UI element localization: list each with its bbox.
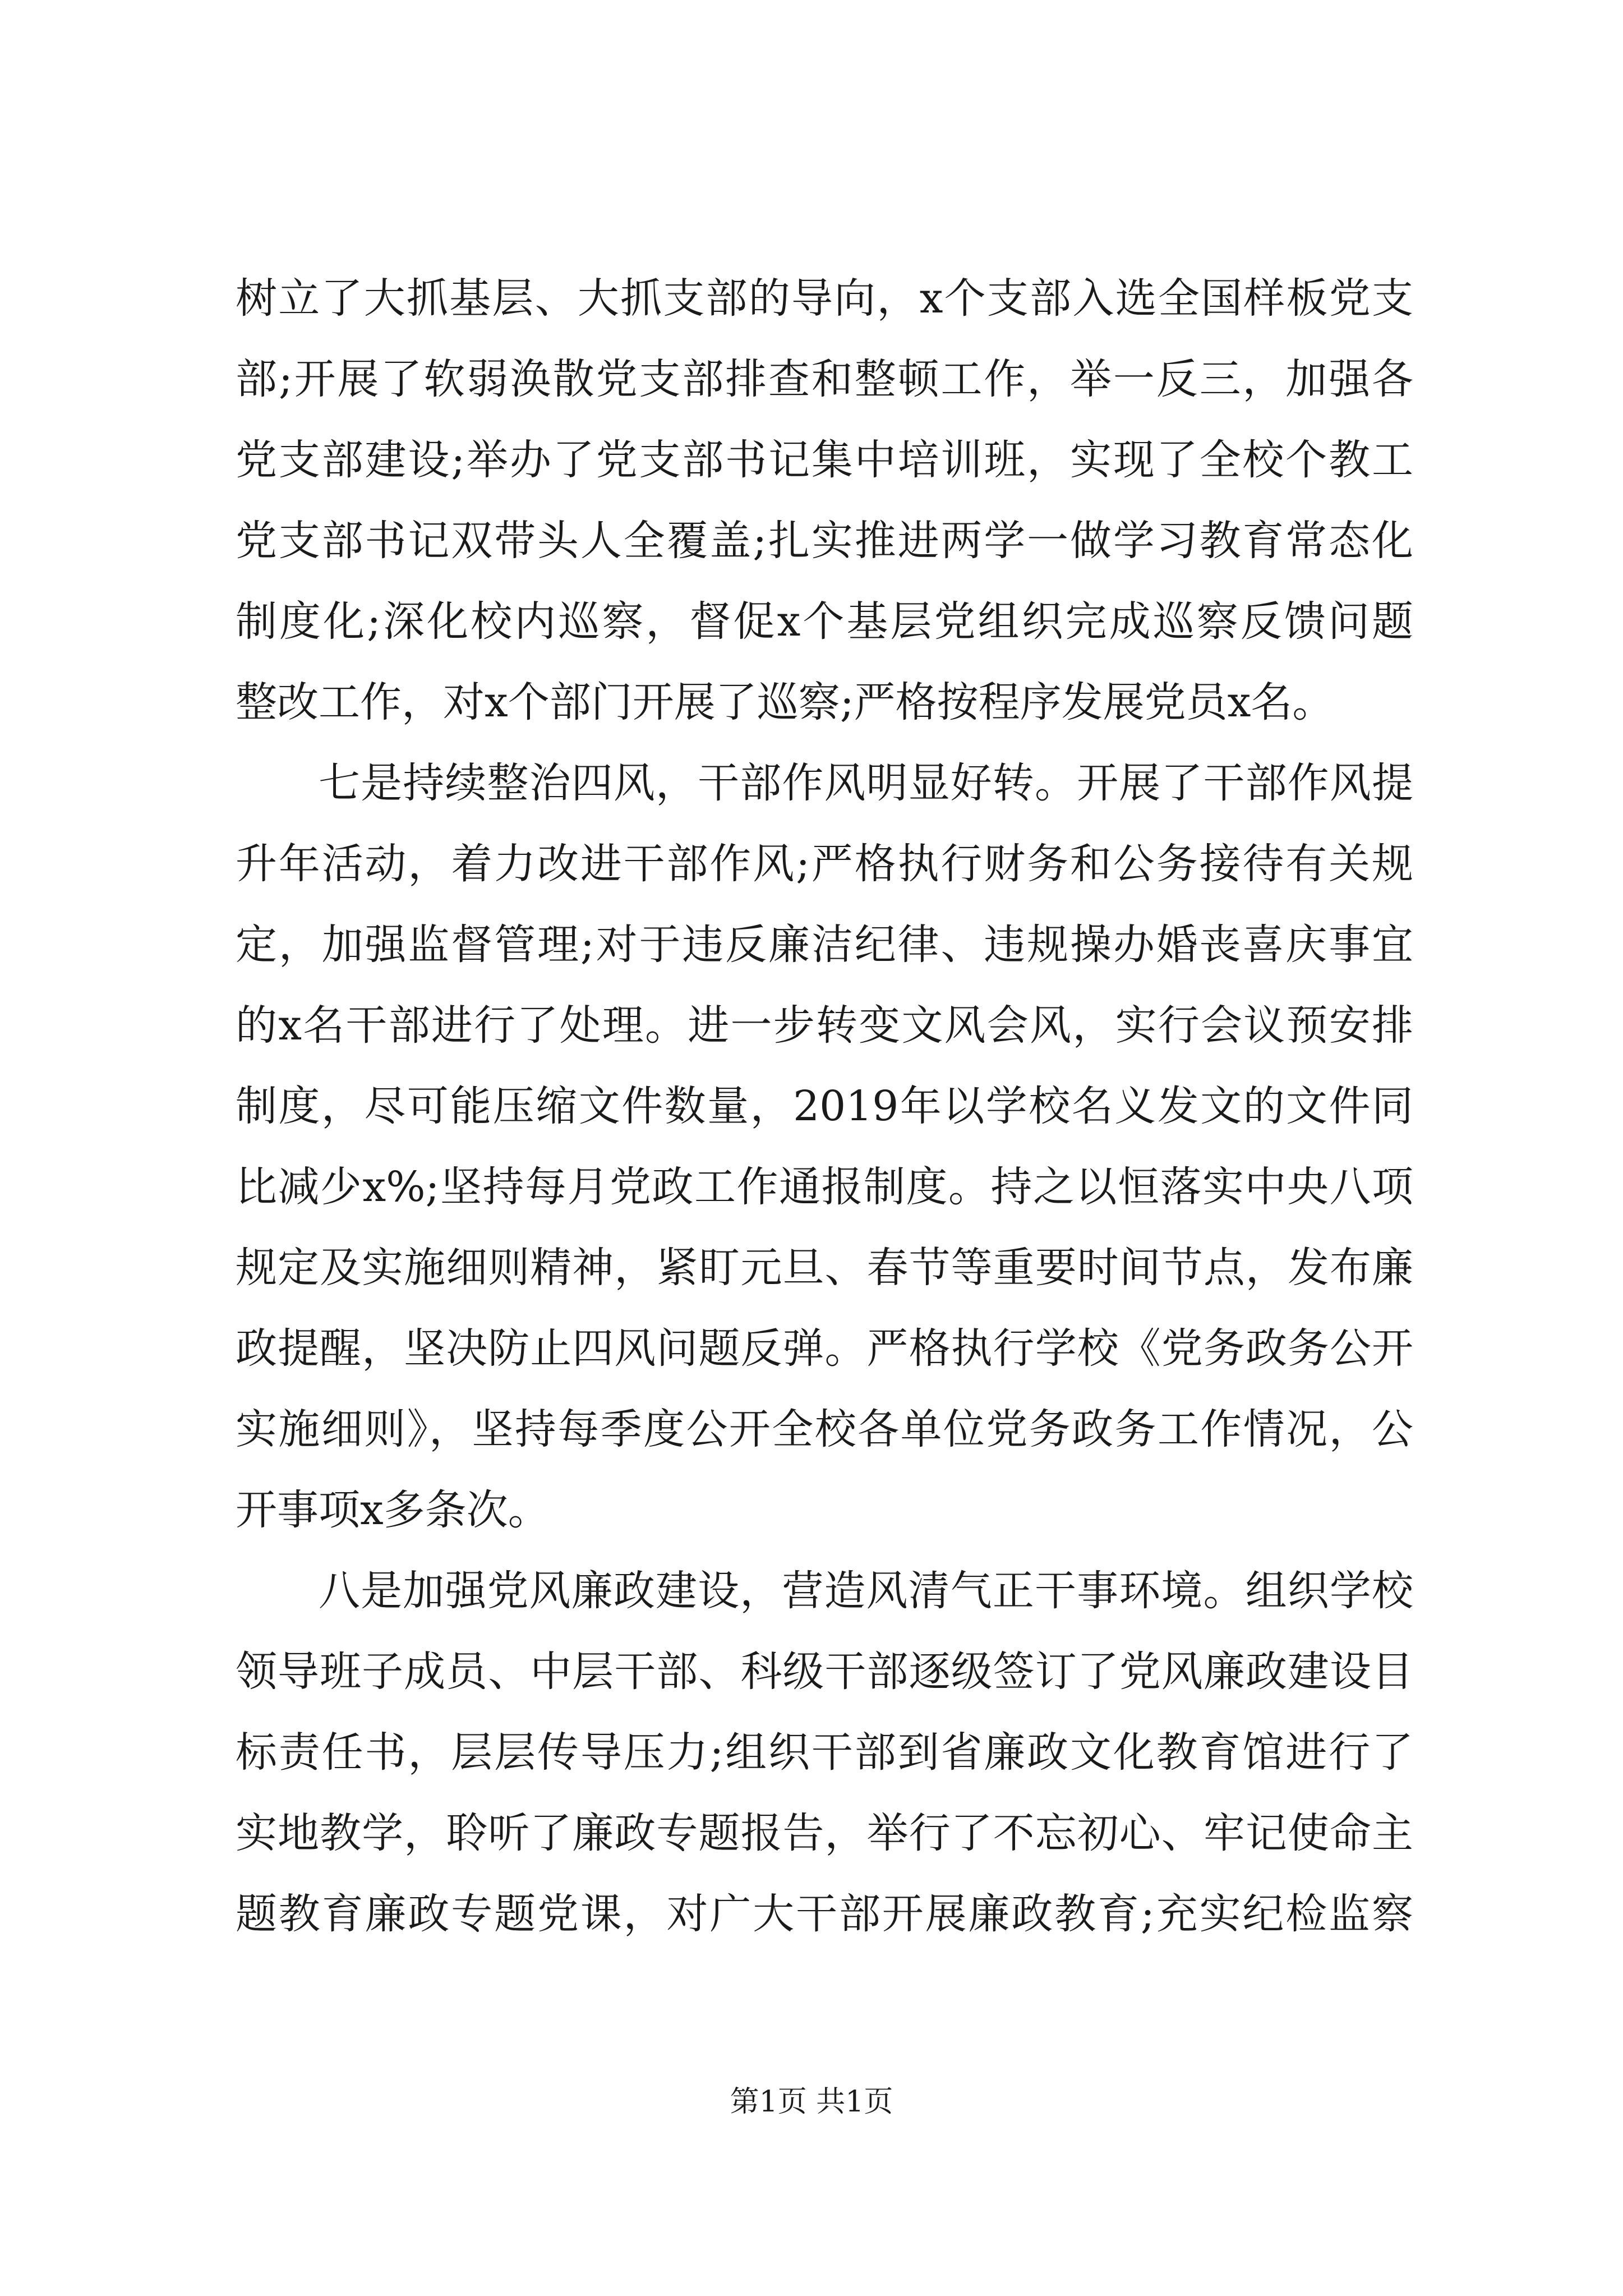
text-line: 实地教学，聆听了廉政专题报告，举行了不忘初心、牢记使命主 [236,1809,1413,1857]
text-line: 七是持续整治四风，干部作风明显好转。开展了干部作风提 [319,759,1413,807]
page-footer: 第1页 共1页 [730,2085,893,2119]
text-line: 比减少x%;坚持每月党政工作通报制度。持之以恒落实中央八项 [236,1163,1413,1211]
text-line: 定，加强监督管理;对于违反廉洁纪律、违规操办婚丧喜庆事宜 [236,921,1413,969]
text-line: 整改工作，对x个部门开展了巡察;严格按程序发展党员x名。 [236,678,1334,726]
text-line: 制度化;深化校内巡察，督促x个基层党组织完成巡察反馈问题 [236,597,1413,646]
text-line: 制度，尽可能压缩文件数量，2019年以学校名义发文的文件同 [236,1082,1413,1130]
text-line: 的x名干部进行了处理。进一步转变文风会风，实行会议预安排 [236,1001,1413,1050]
text-line: 题教育廉政专题党课，对广大干部开展廉政教育;充实纪检监察 [236,1890,1413,1938]
document-body [236,258,1413,1954]
text-line: 标责任书，层层传导压力;组织干部到省廉政文化教育馆进行了 [236,1728,1413,1777]
text-line: 部;开展了软弱涣散党支部排查和整顿工作，举一反三，加强各 [236,355,1413,403]
text-line: 升年活动，着力改进干部作风;严格执行财务和公务接待有关规 [236,840,1413,888]
text-line: 领导班子成员、中层干部、科级干部逐级签订了党风廉政建设目 [236,1648,1413,1696]
text-line: 树立了大抓基层、大抓支部的导向，x个支部入选全国样板党支 [236,274,1413,323]
text-line: 规定及实施细则精神，紧盯元旦、春节等重要时间节点，发布廉 [236,1244,1413,1292]
text-line: 实施细则》，坚持每季度公开全校各单位党务政务工作情况，公 [236,1405,1413,1453]
text-line: 政提醒，坚决防止四风问题反弹。严格执行学校《党务政务公开 [236,1324,1413,1373]
text-line: 开事项x多条次。 [236,1486,550,1534]
text-line: 八是加强党风廉政建设，营造风清气正干事环境。组织学校 [319,1567,1413,1615]
text-line: 党支部书记双带头人全覆盖;扎实推进两学一做学习教育常态化 [236,517,1413,565]
text-line: 党支部建设;举办了党支部书记集中培训班，实现了全校个教工 [236,436,1413,484]
